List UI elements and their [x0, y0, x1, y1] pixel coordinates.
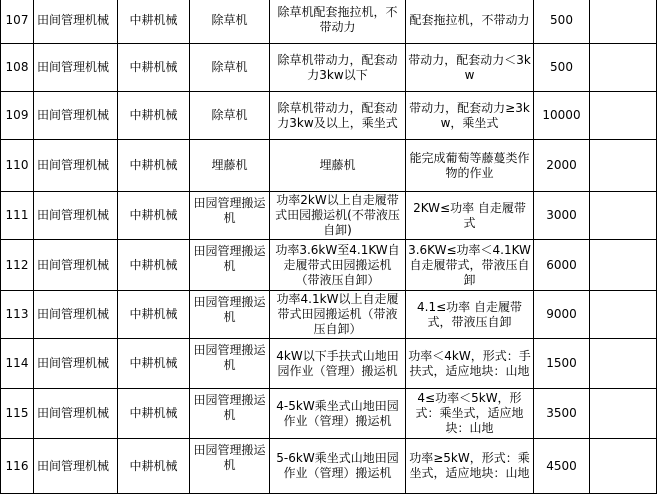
- row-number: 115: [1, 389, 34, 439]
- spec-cell: 除草机配套拖拉机，不带动力: [270, 0, 406, 44]
- row-number: 114: [1, 339, 34, 389]
- subcategory-cell: 中耕机械: [118, 240, 190, 291]
- category-cell: 田间管理机械: [34, 439, 118, 494]
- parameter-cell: 4≤功率＜5kW，形式：乘坐式，适应地块：山地: [406, 389, 534, 439]
- subsidy-amount-cell: 500: [534, 44, 590, 92]
- item-name-cell: 埋藤机: [190, 140, 270, 192]
- subcategory-cell: 中耕机械: [118, 92, 190, 140]
- row-number: 111: [1, 192, 34, 240]
- item-name-cell: 田园管理搬运机: [190, 240, 270, 291]
- category-cell: 田间管理机械: [34, 92, 118, 140]
- category-cell: 田间管理机械: [34, 44, 118, 92]
- item-name-cell: 田园管理搬运机: [190, 439, 270, 494]
- row-number: 107: [1, 0, 34, 44]
- table-body: [1, 0, 657, 494]
- table-row: [1, 44, 657, 92]
- row-number: 108: [1, 44, 34, 92]
- subcategory-cell: 中耕机械: [118, 389, 190, 439]
- item-name-cell: 田园管理搬运机: [190, 389, 270, 439]
- category-cell: 田间管理机械: [34, 0, 118, 44]
- parameter-cell: 3.6KW≤功率＜4.1KW自走履带式，带液压自卸: [406, 240, 534, 291]
- spec-cell: 功率4.1kW以上自走履带式田园搬运机（带液压自卸）: [270, 291, 406, 339]
- note-cell: [590, 140, 657, 192]
- subsidy-amount-cell: 3500: [534, 389, 590, 439]
- parameter-cell: 功率≥5kW，形式：乘坐式，适应地块：山地: [406, 439, 534, 494]
- spec-cell: 4kW以下手扶式山地田园作业（管理）搬运机: [270, 339, 406, 389]
- row-number: 116: [1, 439, 34, 494]
- note-cell: [590, 44, 657, 92]
- spec-cell: 功率3.6kW至4.1KW自走履带式田园搬运机（带液压自卸）: [270, 240, 406, 291]
- subcategory-cell: 中耕机械: [118, 44, 190, 92]
- table-row: [1, 291, 657, 339]
- row-number: 109: [1, 92, 34, 140]
- parameter-cell: 功率＜4kW，形式：手扶式，适应地块：山地: [406, 339, 534, 389]
- subcategory-cell: 中耕机械: [118, 291, 190, 339]
- category-cell: 田间管理机械: [34, 339, 118, 389]
- table-row: [1, 389, 657, 439]
- parameter-cell: 2KW≤功率 自走履带式: [406, 192, 534, 240]
- table-row: [1, 92, 657, 140]
- spec-cell: 5-6kW乘坐式山地田园作业（管理）搬运机: [270, 439, 406, 494]
- subsidy-amount-cell: 3000: [534, 192, 590, 240]
- table-row: [1, 0, 657, 44]
- table-row: [1, 192, 657, 240]
- item-name-cell: 田园管理搬运机: [190, 339, 270, 389]
- spec-cell: 功率2kW以上自走履带式田园搬运机(不带液压自卸): [270, 192, 406, 240]
- note-cell: [590, 192, 657, 240]
- item-name-cell: 除草机: [190, 0, 270, 44]
- table-row: [1, 439, 657, 494]
- table-row: [1, 140, 657, 192]
- note-cell: [590, 439, 657, 494]
- row-number: 112: [1, 240, 34, 291]
- subcategory-cell: 中耕机械: [118, 192, 190, 240]
- parameter-cell: 带动力，配套动力＜3kw: [406, 44, 534, 92]
- subcategory-cell: 中耕机械: [118, 439, 190, 494]
- note-cell: [590, 92, 657, 140]
- item-name-cell: 田园管理搬运机: [190, 291, 270, 339]
- item-name-cell: 除草机: [190, 92, 270, 140]
- table-row: [1, 339, 657, 389]
- subsidy-amount-cell: 2000: [534, 140, 590, 192]
- subsidy-amount-cell: 9000: [534, 291, 590, 339]
- row-number: 110: [1, 140, 34, 192]
- category-cell: 田间管理机械: [34, 240, 118, 291]
- note-cell: [590, 240, 657, 291]
- category-cell: 田间管理机械: [34, 192, 118, 240]
- note-cell: [590, 339, 657, 389]
- subsidy-amount-cell: 4500: [534, 439, 590, 494]
- item-name-cell: 除草机: [190, 44, 270, 92]
- table-row: [1, 240, 657, 291]
- item-name-cell: 田园管理搬运机: [190, 192, 270, 240]
- parameter-cell: 能完成葡萄等藤蔓类作物的作业: [406, 140, 534, 192]
- subsidy-amount-cell: 10000: [534, 92, 590, 140]
- parameter-cell: 配套拖拉机，不带动力: [406, 0, 534, 44]
- parameter-cell: 带动力，配套动力≥3kw，乘坐式: [406, 92, 534, 140]
- category-cell: 田间管理机械: [34, 389, 118, 439]
- note-cell: [590, 291, 657, 339]
- note-cell: [590, 389, 657, 439]
- subsidy-amount-cell: 500: [534, 0, 590, 44]
- category-cell: 田间管理机械: [34, 140, 118, 192]
- subcategory-cell: 中耕机械: [118, 339, 190, 389]
- subsidy-amount-cell: 1500: [534, 339, 590, 389]
- category-cell: 田间管理机械: [34, 291, 118, 339]
- spec-cell: 4-5kW乘坐式山地田园作业（管理）搬运机: [270, 389, 406, 439]
- spec-cell: 除草机带动力，配套动力3kw以下: [270, 44, 406, 92]
- spec-cell: 除草机带动力，配套动力3kw及以上，乘坐式: [270, 92, 406, 140]
- spec-cell: 埋藤机: [270, 140, 406, 192]
- row-number: 113: [1, 291, 34, 339]
- subcategory-cell: 中耕机械: [118, 0, 190, 44]
- note-cell: [590, 0, 657, 44]
- subcategory-cell: 中耕机械: [118, 140, 190, 192]
- parameter-cell: 4.1≤功率 自走履带式，带液压自卸: [406, 291, 534, 339]
- subsidy-amount-cell: 6000: [534, 240, 590, 291]
